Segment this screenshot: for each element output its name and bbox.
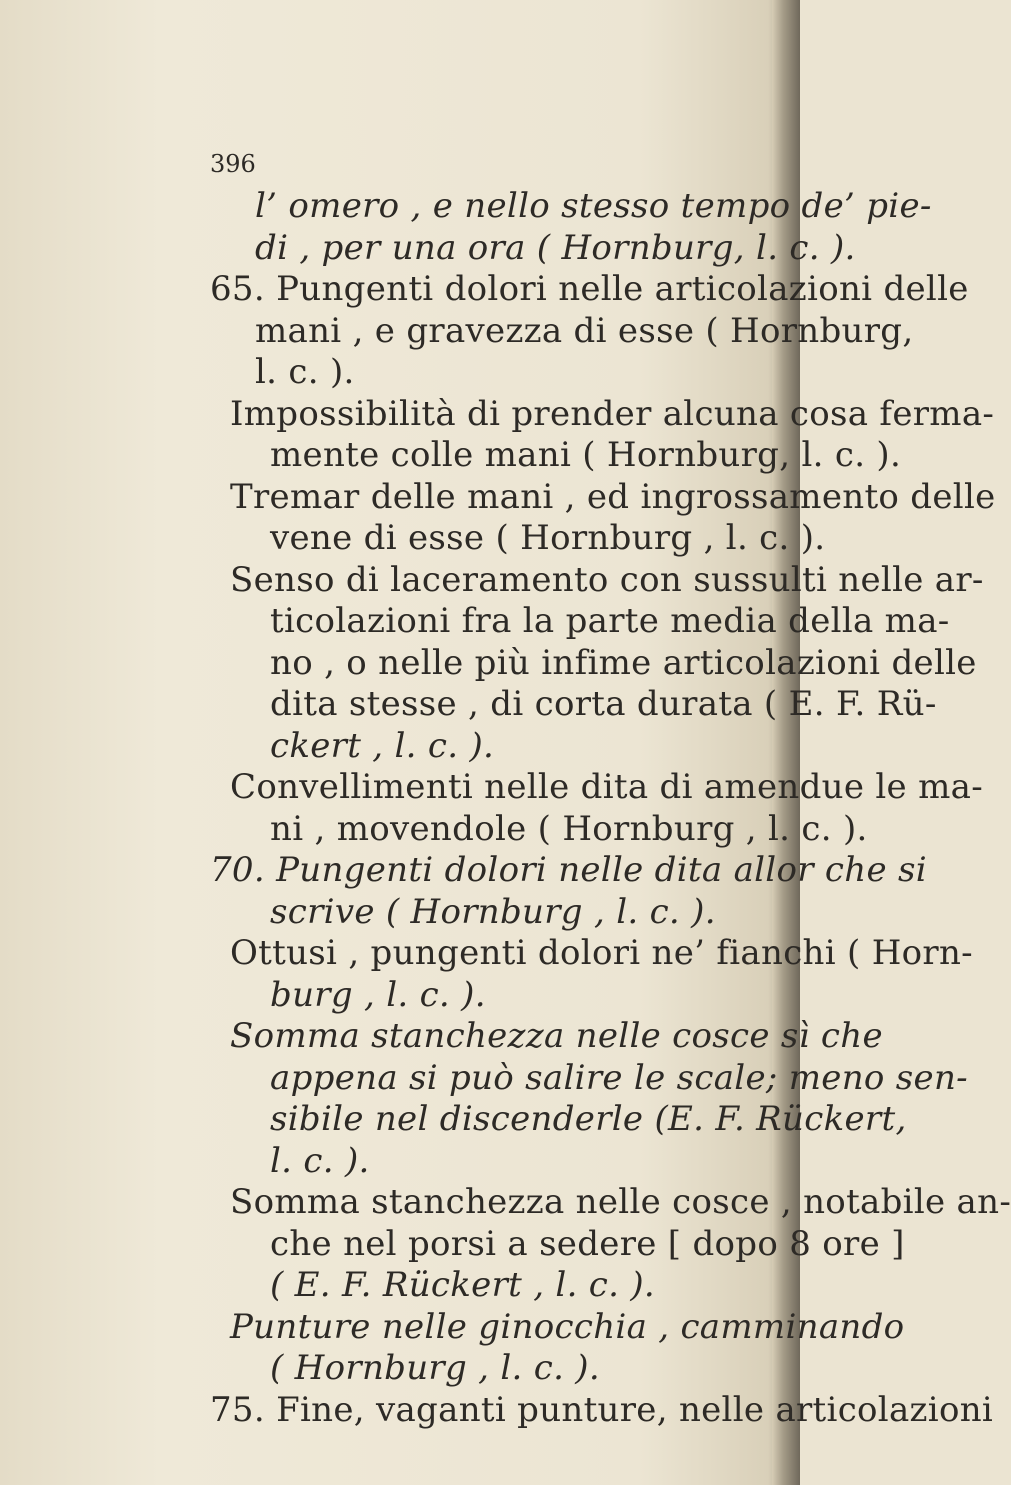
text-line: di , per una ora ( Hornburg, l. c. ). [255,227,856,268]
text-line: ni , movendole ( Hornburg , l. c. ). [270,808,868,849]
text-line: Ottusi , pungenti dolori ne’ fianchi ( Horn- [230,933,973,973]
text-line: Somma stanchezza nelle cosce , notabile an- [230,1182,1011,1222]
text-line: Convellimenti nelle dita di amendue le ma- [230,767,983,807]
text-line: sibile nel discenderle (E. F. Rückert, [270,1099,907,1139]
page-number: 396 [210,150,256,178]
text-line: l. c. ). [255,352,355,392]
text-line: ticolazioni fra la parte media della ma- [270,601,950,641]
text-line: vene di esse ( Hornburg , l. c. ). [270,518,826,558]
text-line: ( E. F. Rückert , l. c. ). [270,1265,656,1305]
text-line: ( Hornburg , l. c. ). [270,1348,600,1388]
text-line: Punture nelle ginocchia , camminando [230,1306,905,1347]
text-line: Tremar delle mani , ed ingrossamento delle [230,476,996,517]
text-line: 75. Fine, vaganti punture, nelle articolazioni [210,1389,994,1430]
text-line: mente colle mani ( Hornburg, l. c. ). [270,435,902,475]
text-line: no , o nelle più infime articolazioni delle [270,642,977,683]
text-line: l’ omero , e nello stesso tempo de’ pie- [255,186,932,226]
text-line: ckert , l. c. ). [270,725,495,766]
text-line: appena si può salire le scale; meno sen- [270,1057,968,1098]
text-line: dita stesse , di corta durata ( E. F. Rü- [270,684,937,724]
text-line: l. c. ). [270,1140,370,1181]
text-line: scrive ( Hornburg , l. c. ). [270,891,716,932]
text-line: Impossibilità di prender alcuna cosa ferma- [230,393,995,434]
text-line: 70. Pungenti dolori nelle dita allor che si [210,850,927,890]
text-line: che nel porsi a sedere [ dopo 8 ore ] [270,1223,905,1264]
text-line: mani , e gravezza di esse ( Hornburg, [255,310,914,351]
text-line: Somma stanchezza nelle cosce sì che [230,1016,883,1056]
text-line: 65. Pungenti dolori nelle articolazioni delle [210,269,969,309]
text-line: Senso di laceramento con sussulti nelle ar- [230,559,984,600]
text-line: burg , l. c. ). [270,974,486,1015]
